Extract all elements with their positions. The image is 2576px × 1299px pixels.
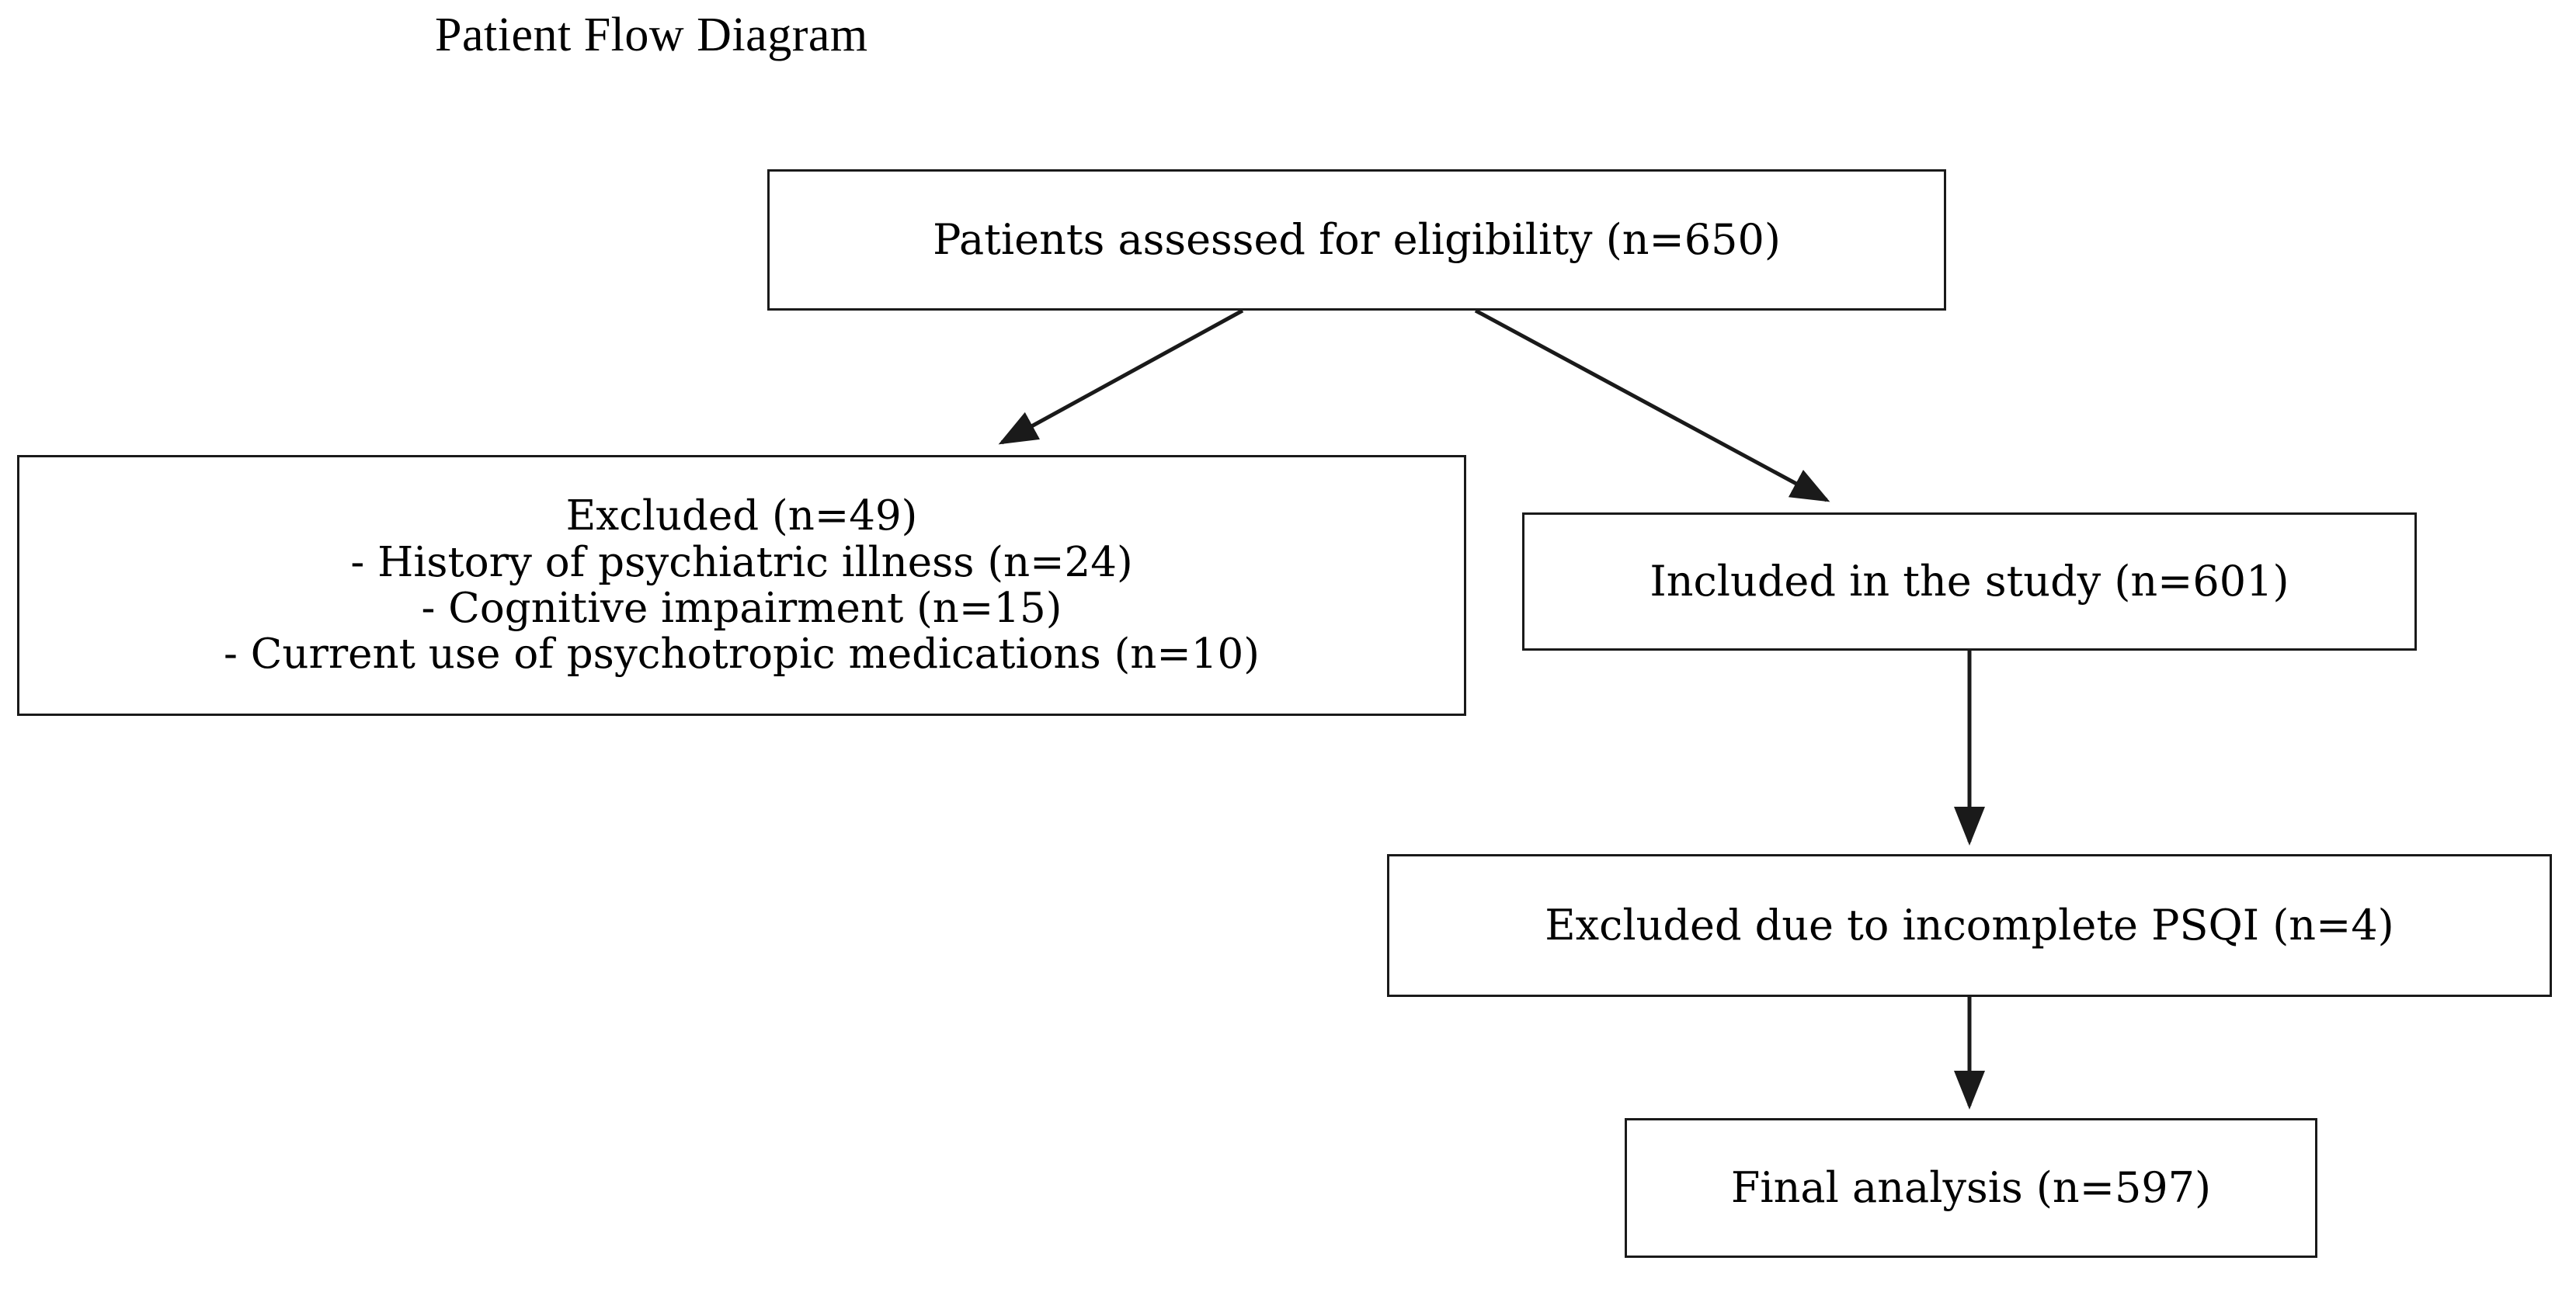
node-included-label: Included in the study (n=601) [1650,556,2289,606]
node-incomplete-label: Excluded due to incomplete PSQI (n=4) [1545,900,2394,950]
connector-assessed-to-excluded [1002,311,1243,443]
node-excluded-line-4: - Current use of psychotropic medications (n=10) [224,630,1260,679]
node-final-analysis [1625,1118,2317,1258]
node-assessed-label: Patients assessed for eligibility (n=650) [933,214,1781,264]
connector-assessed-to-included [1476,311,1827,500]
page-title: Patient Flow Diagram [435,9,868,61]
node-excluded-line-2: - History of psychiatric illness (n=24) [350,538,1133,586]
node-excluded-line-1: Excluded (n=49) [565,492,918,540]
node-final-label: Final analysis (n=597) [1730,1162,2212,1212]
node-included-in-study [1522,512,2417,651]
node-excluded-line-3: - Cognitive impairment (n=15) [421,585,1062,632]
node-excluded-incomplete-psqi [1387,854,2552,997]
node-patients-assessed [767,169,1946,311]
node-excluded-reasons [17,455,1466,716]
